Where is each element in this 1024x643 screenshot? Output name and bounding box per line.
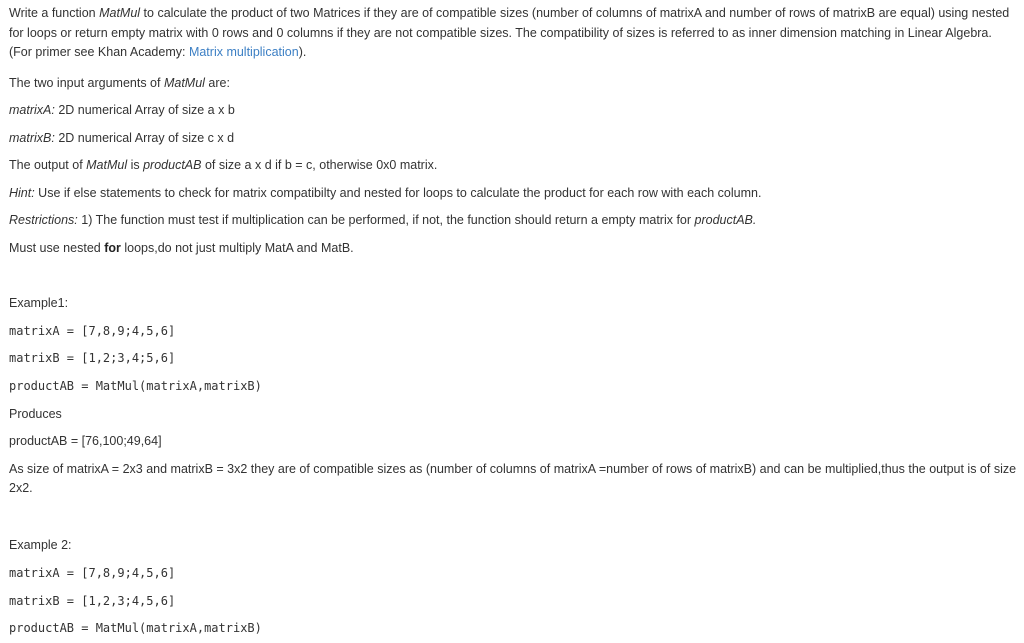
matrix-multiplication-link[interactable]: Matrix multiplication: [188, 45, 299, 59]
restrictions-line: [9, 207, 1017, 235]
matrixA-label: matrixA:: [9, 103, 55, 118]
args-text-end: are:: [204, 75, 230, 90]
hint-line: [9, 180, 1017, 208]
output-text: The output of: [9, 158, 87, 173]
matrixB-line: [9, 125, 1017, 153]
productAB-var: productAB.: [694, 213, 757, 228]
output-text-mid: is: [127, 158, 144, 173]
must-text-end: loops,do not just multiply MatA and MatB.: [120, 241, 354, 256]
args-line: [9, 70, 1017, 98]
example2-code-call: productAB = MatMul(matrixA,matrixB): [9, 621, 262, 636]
hint-label: Hint:: [9, 185, 35, 200]
spacer: [9, 263, 1017, 291]
args-text: The two input arguments of: [9, 75, 164, 90]
intro-text: Write a function: [9, 6, 100, 20]
must-text: Must use nested: [9, 241, 105, 256]
spacer: [9, 505, 1017, 533]
productAB-var: productAB: [143, 158, 202, 173]
for-keyword: for: [104, 241, 121, 256]
example1-result: productAB = [76,100;49,64]: [9, 434, 162, 449]
example1-produces: Produces: [9, 406, 62, 421]
matrixB-label: matrixB:: [9, 130, 55, 145]
example1-code-call: productAB = MatMul(matrixA,matrixB): [9, 379, 262, 394]
example2-title: Example 2:: [9, 538, 72, 553]
example1-code-matrixB: matrixB = [1,2;3,4;5,6]: [9, 351, 176, 366]
matrixB-desc: 2D numerical Array of size c x d: [54, 130, 235, 145]
intro-text-cont: to calculate the product of two Matrices if they are of compatible sizes (number of columns of matrixA and number of rows of matrixB are equal) using nested for loops or return empty matrix with 0 rows and 0 columns if they are not compatible sizes. The compatibility of sizes is referred to as inner dimension matching in Linear Algebra. (For primer see Khan Academy:: [9, 6, 1010, 59]
restrictions-text: 1) The function must test if multiplication can be performed, if not, the function should return a empty matrix for: [77, 213, 695, 228]
intro-text-end: ).: [298, 45, 307, 59]
matrixA-desc: 2D numerical Array of size a x b: [54, 103, 235, 118]
hint-text: Use if else statements to check for matrix compatibilty and nested for loops to calculate the product for each row with each column.: [34, 185, 762, 200]
problem-statement: [9, 4, 1017, 643]
example2-code-matrixB: matrixB = [1,2,3;4,5,6]: [9, 593, 176, 608]
restrictions-label: Restrictions:: [9, 213, 78, 228]
example1-code-matrixA: matrixA = [7,8,9;4,5,6]: [9, 323, 176, 338]
example1-explanation: As size of matrixA = 2x3 and matrixB = 3x2 they are of compatible sizes as (number of columns of matrixA =number of rows of matrixB) and can be multiplied,thus the output is of size 2x2.: [9, 461, 1017, 495]
example1-title: Example1:: [9, 296, 69, 311]
function-name: MatMul: [163, 75, 205, 90]
output-text-end: of size a x d if b = c, otherwise 0x0 matrix.: [201, 158, 438, 173]
function-name: MatMul: [86, 158, 128, 173]
must-line: [9, 235, 1017, 263]
function-name: MatMul: [99, 6, 141, 20]
example2-code-matrixA: matrixA = [7,8,9;4,5,6]: [9, 566, 176, 580]
output-line: [9, 152, 1017, 180]
matrixA-line: [9, 97, 1017, 125]
intro-paragraph: [9, 4, 1017, 63]
